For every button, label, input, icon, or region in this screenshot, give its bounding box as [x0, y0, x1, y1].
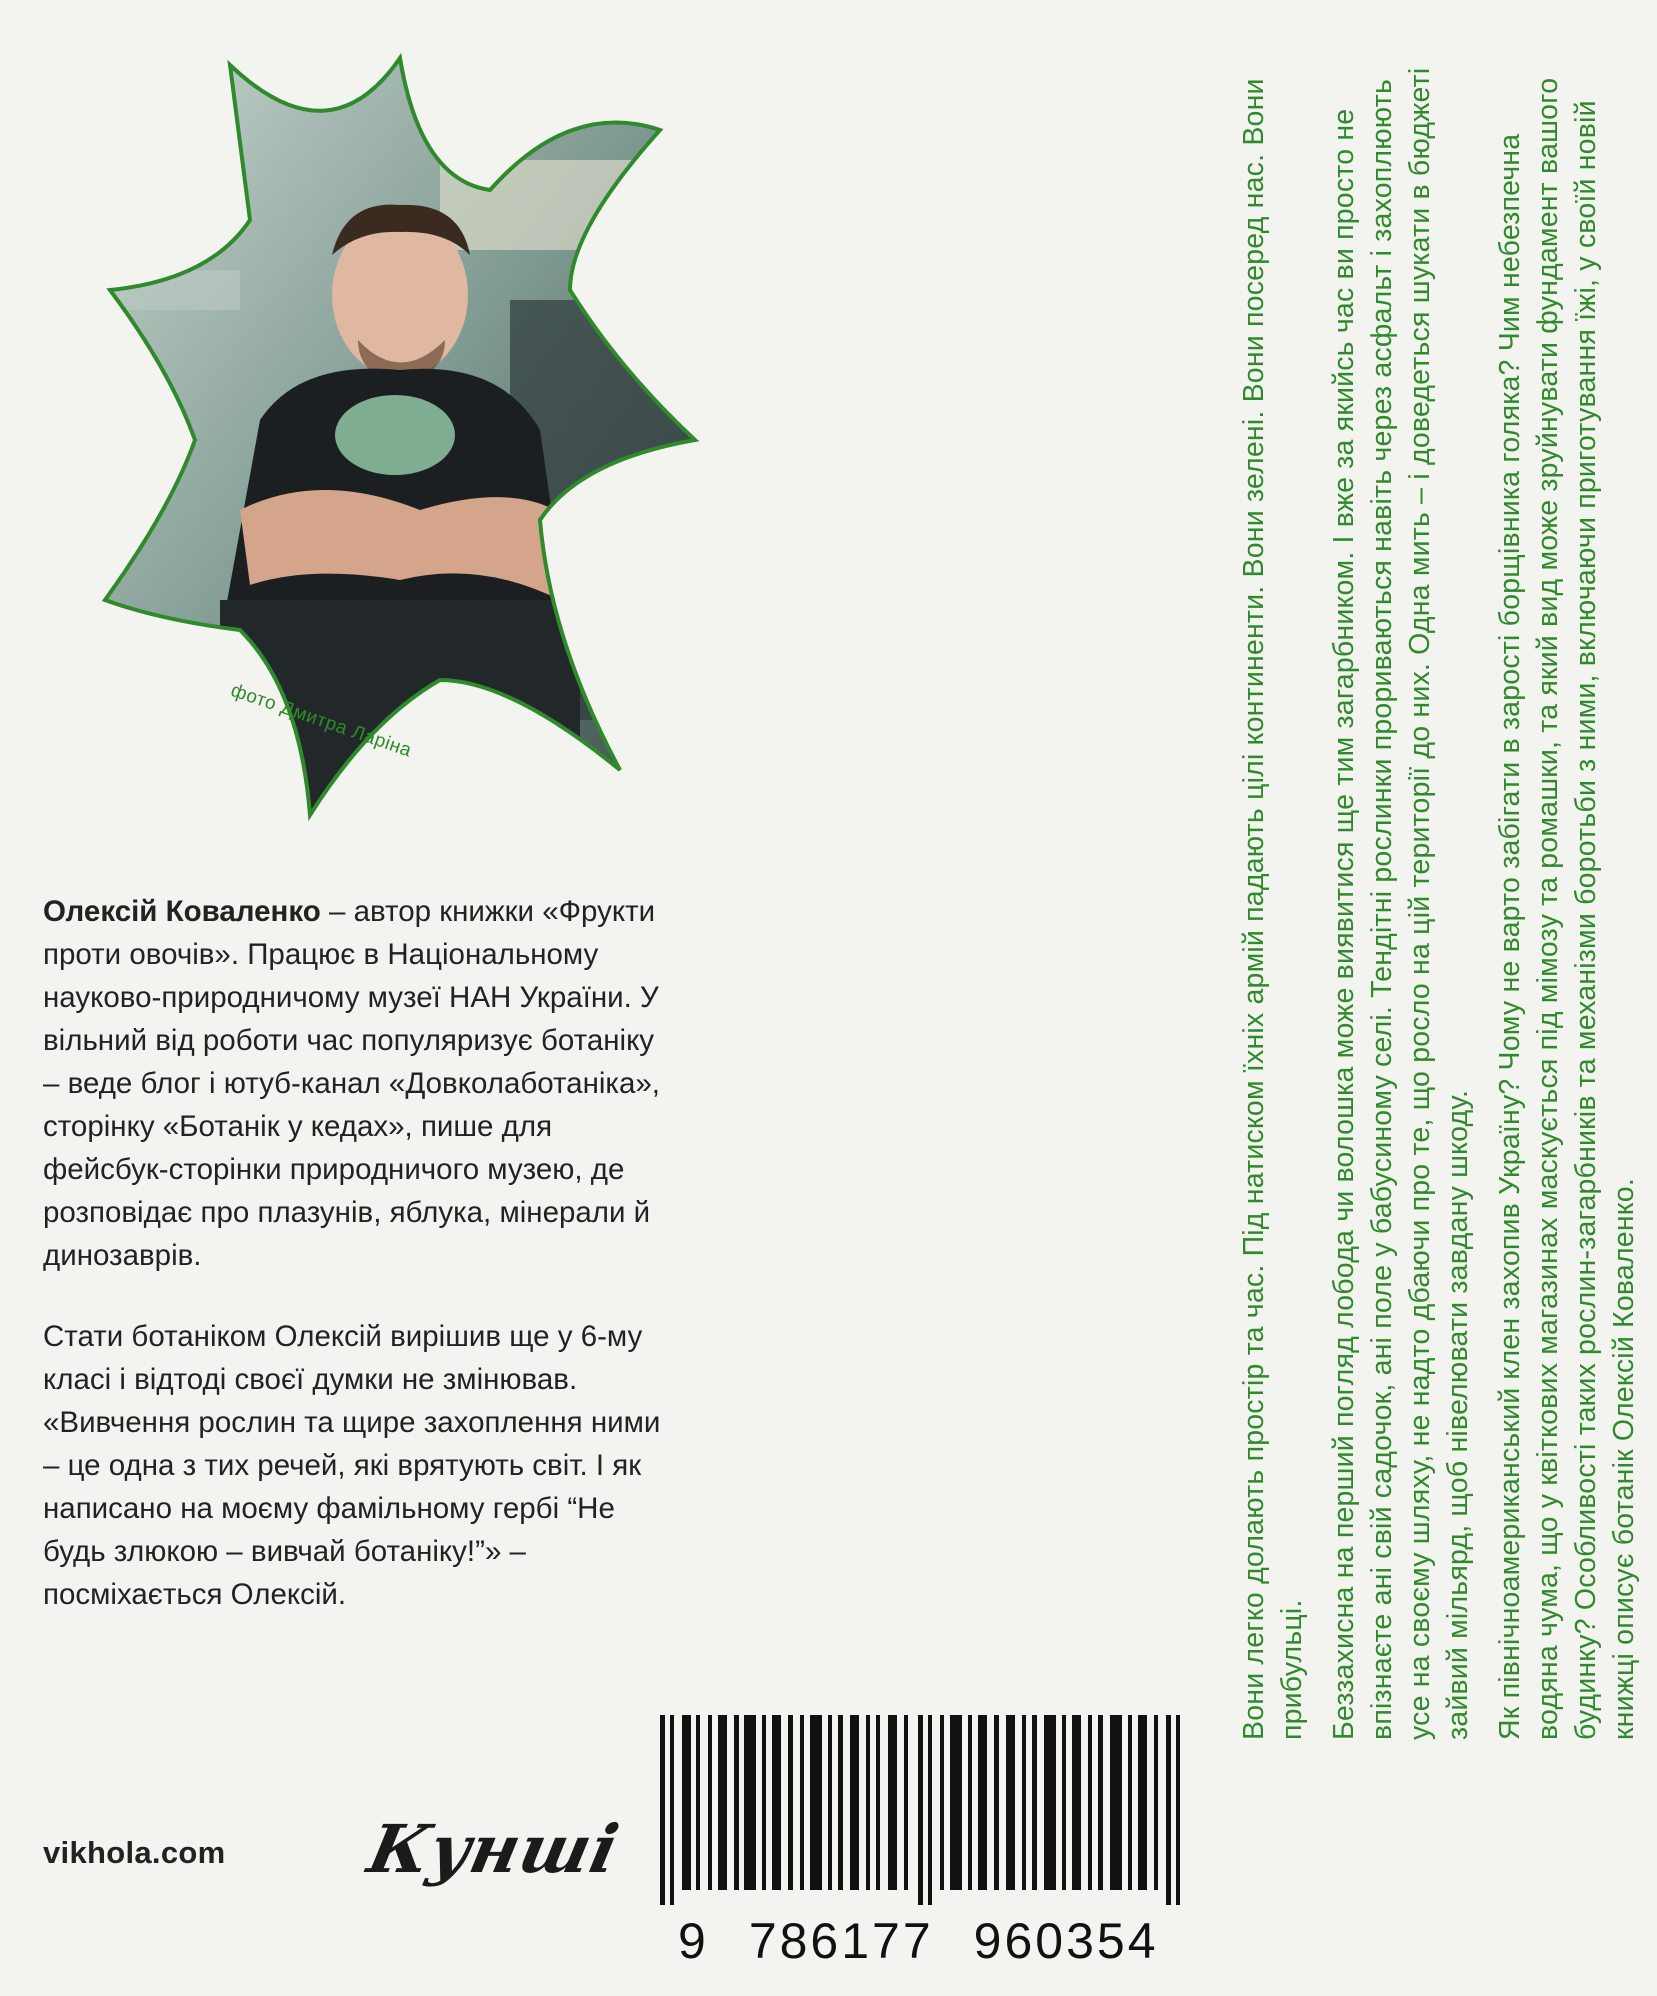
bio-paragraph-2: Стати ботаніком Олексій вирішив ще у 6-му класі і відтоді своєї думки не змінював. «Вивчення рослин та щире захоплення ними – це одна з тих речей, які врятують світ. І як написано на моєму фамільному гербі “Не будь злюкою – вивчай ботаніку!”» – посміхається Олексій. — [43, 1320, 661, 1611]
isbn-group-2: 786177 — [748, 1913, 934, 1969]
author-bio — [43, 890, 673, 1654]
barcode-bars — [660, 1715, 1200, 1905]
blurb-paragraph-2: Беззахисна на перший погляд лобода чи волошка може виявитися ще тим загарбником. І вже за якийсь час ви просто не впізнаєте ані свій садочок, ані поле у бабусиному селі. Тендітні рослинки прориваються навіть через асфальт і захоплюють усе на своєму шляху, не надто дбаючи про те, що росло на цій території до них. Одна мить – і доведеться шукати в бюджеті зайвий мільярд, щоб нівелювати завдану шкоду. — [1328, 67, 1474, 1740]
blurb-paragraph-1: Вони легко долають простір та час. Під натиском їхніх армій падають цілі континенти. Вони зелені. Вони посеред нас. Вони прибульці. — [1238, 78, 1308, 1740]
blurb-paragraph-3: Як північноамериканський клен захопив Україну? Чому не варто забігати в зарості борщівника голяка? Чим небезпечна водяна чума, що у квіткових магазинах маскується під мімозу та ромашки, та який вид може зруйнувати фундамент вашого будинку? Особливості таких рослин-загарбників та механізми боротьби з ними, включаючи приготування їжі, у своїй новій книжці описує ботанік Олексій Коваленко. — [1494, 77, 1640, 1740]
isbn-group-1: 9 — [678, 1913, 709, 1969]
publisher-website[interactable]: vikhola.com — [43, 1835, 226, 1870]
author-photo-frame — [100, 40, 700, 820]
author-name: Олексій Коваленко — [43, 895, 321, 928]
bio-paragraph-1 — [43, 890, 673, 1277]
photo-credit: фото Дмитра Ларіна — [228, 680, 415, 762]
isbn-group-3: 960354 — [973, 1913, 1159, 1969]
isbn-number — [678, 1912, 1199, 1970]
author-photo — [100, 40, 700, 820]
book-blurb — [1235, 60, 1657, 1740]
bio-paragraph-1-text: – автор книжки «Фрукти проти овочів». Працює в Національному науково-природничому музеї НАН України. У вільний від роботи час популяризує ботаніку – веде блог і ютуб-канал «Довколаботаніка», сторінку «Ботанік у кедах», пише для фейсбук-сторінки природничого музею, де розповідає про плазунів, яблука, мінерали й динозаврів. — [43, 895, 660, 1272]
publisher-logo: Кунші — [361, 1810, 626, 1888]
isbn-barcode — [660, 1715, 1200, 1945]
